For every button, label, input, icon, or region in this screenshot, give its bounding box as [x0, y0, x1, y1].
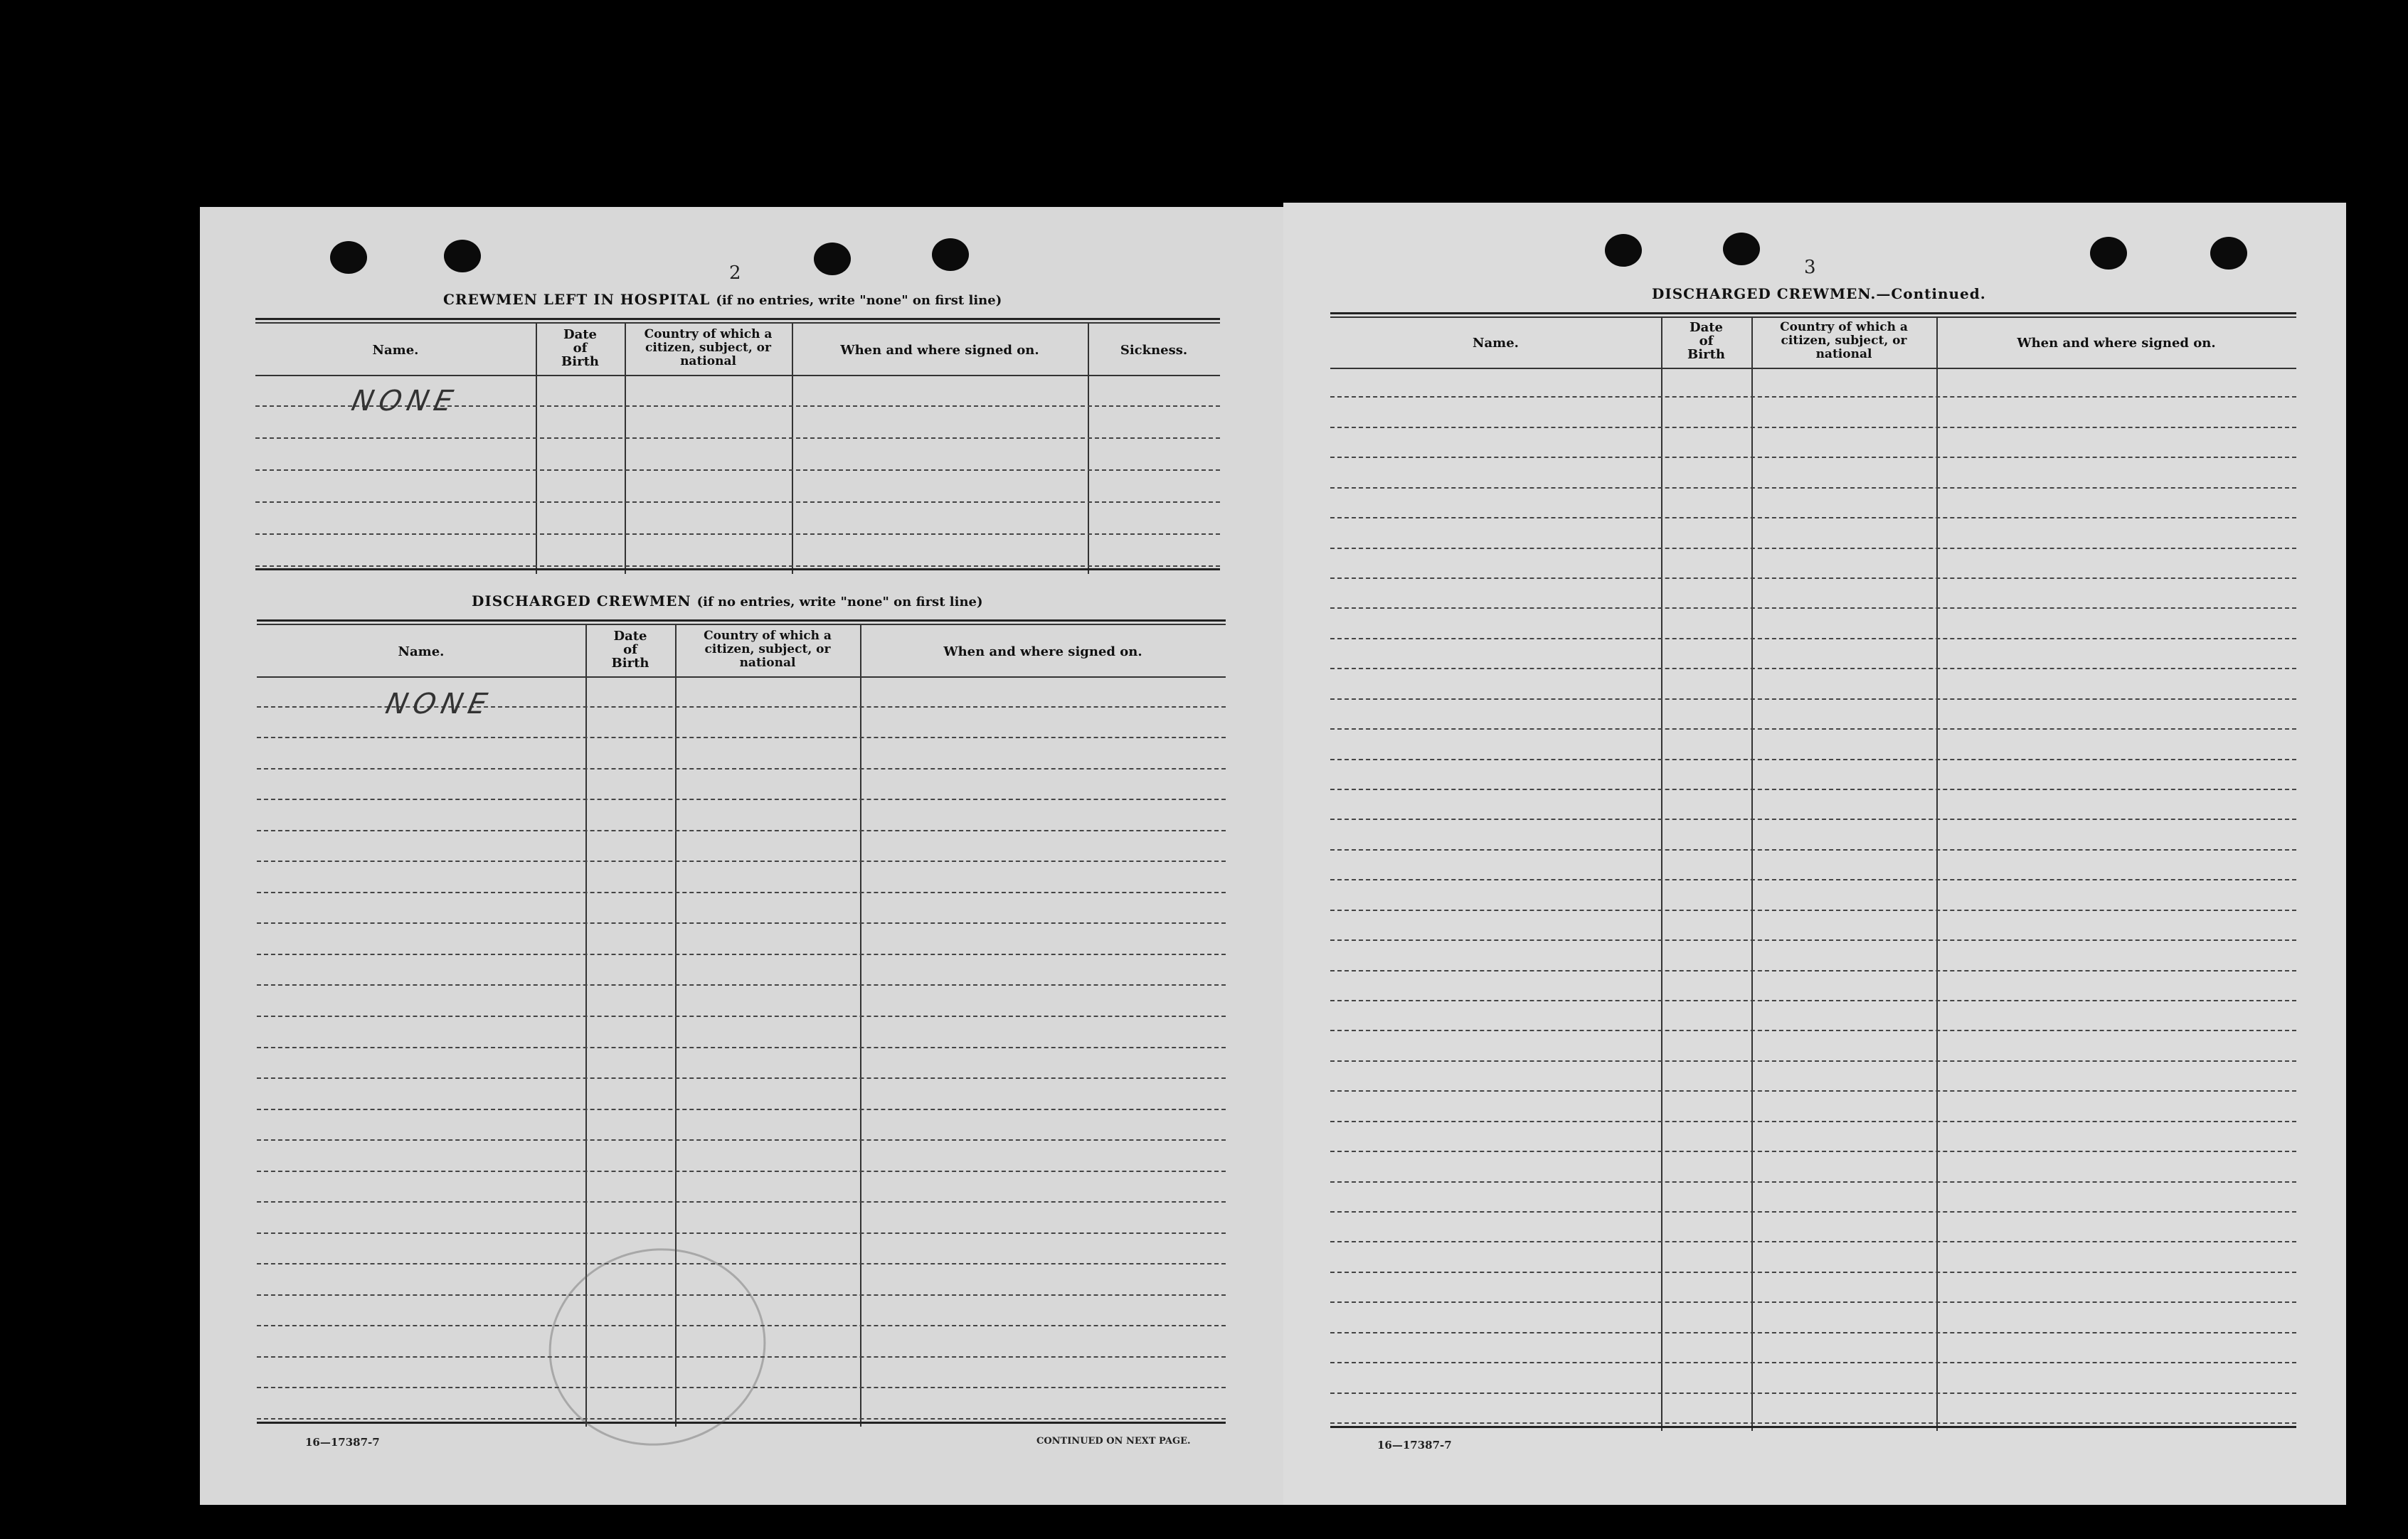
country-line: citizen, subject, or — [704, 642, 831, 656]
column-header-dob — [536, 328, 625, 368]
hospital-table — [255, 318, 1220, 574]
punch-hole — [444, 240, 481, 272]
table-bottom-rule — [1330, 1426, 2296, 1428]
country-line: Country of which a — [1780, 320, 1908, 334]
table-row-line — [1330, 698, 2296, 700]
table-row-line — [1330, 849, 2296, 851]
table-row-line — [1330, 638, 2296, 639]
discharged-continued-table — [1330, 312, 2296, 1431]
column-header-name: Name. — [1473, 336, 1519, 351]
country-line: citizen, subject, or — [1781, 334, 1907, 348]
table-row-line — [1330, 910, 2296, 911]
table-row-line — [255, 565, 1220, 567]
column-header-signed-on: When and where signed on. — [943, 644, 1142, 659]
table-row-line — [257, 1418, 1226, 1420]
column-header-name: Name. — [372, 343, 419, 358]
table-row-line — [1330, 1332, 2296, 1333]
table-row-line — [257, 830, 1226, 831]
table-row-line — [1330, 1060, 2296, 1062]
punch-hole — [1723, 233, 1760, 265]
continued-note: CONTINUED ON NEXT PAGE. — [1036, 1436, 1191, 1447]
form-number: 16—17387-7 — [305, 1436, 380, 1449]
table-row-line — [1330, 487, 2296, 489]
table-row-line — [257, 984, 1226, 986]
right-form-page — [1283, 203, 2346, 1505]
table-row-line — [257, 1263, 1226, 1264]
table-row-line — [257, 1016, 1226, 1017]
table-row-line — [1330, 427, 2296, 428]
table-row-line — [257, 1139, 1226, 1141]
dob-line: of — [573, 341, 588, 356]
table-row-line — [255, 437, 1220, 439]
table-row-line — [257, 892, 1226, 893]
table-row-line — [1330, 1211, 2296, 1213]
table-row-line — [1330, 970, 2296, 971]
table-row-line — [1330, 457, 2296, 458]
column-header-dob — [585, 629, 675, 670]
table-row-line — [1330, 396, 2296, 398]
table-row-line — [1330, 1090, 2296, 1092]
page-number: 2 — [729, 262, 741, 284]
table-top-rule — [255, 318, 1220, 320]
table-row-line — [257, 1109, 1226, 1110]
discharged-title-note: (if no entries, write "none" on first line) — [696, 595, 983, 609]
dob-line: of — [1699, 334, 1714, 348]
table-row-line — [257, 922, 1226, 924]
table-row-line — [255, 533, 1220, 535]
table-row-line — [257, 861, 1226, 862]
table-row-line — [1330, 879, 2296, 880]
page-number: 3 — [1804, 257, 1816, 278]
table-top-rule-thin — [255, 322, 1220, 324]
table-row-line — [257, 1047, 1226, 1048]
punch-hole — [932, 238, 969, 271]
table-row-line — [257, 1077, 1226, 1079]
dob-line: Birth — [561, 354, 599, 369]
column-header-country — [675, 629, 860, 670]
table-bottom-rule — [257, 1422, 1226, 1424]
punch-hole — [2210, 237, 2247, 270]
column-header-country — [1751, 321, 1936, 361]
table-top-rule-thin — [1330, 316, 2296, 318]
table-row-line — [257, 768, 1226, 770]
column-header-signed-on: When and where signed on. — [2017, 336, 2216, 351]
table-row-line — [1330, 517, 2296, 518]
left-form-page — [200, 207, 1283, 1505]
hospital-title-text: CREWMEN LEFT IN HOSPITAL — [443, 291, 711, 308]
country-line: national — [680, 354, 736, 368]
form-number: 16—17387-7 — [1377, 1439, 1452, 1452]
discharged-section-title — [472, 592, 983, 609]
table-row-line — [257, 737, 1226, 738]
table-row-line — [255, 469, 1220, 471]
punch-hole — [814, 243, 851, 275]
dob-line: Birth — [611, 656, 649, 671]
table-row-line — [257, 1171, 1226, 1172]
table-row-line — [257, 1201, 1226, 1203]
table-row-line — [1330, 728, 2296, 730]
table-top-rule — [257, 619, 1226, 622]
handwritten-entry: NONE — [383, 688, 496, 720]
table-row-line — [1330, 819, 2296, 820]
column-header-sickness: Sickness. — [1120, 343, 1188, 358]
table-row-line — [1330, 1422, 2296, 1424]
table-row-line — [1330, 939, 2296, 941]
dob-line: Birth — [1687, 347, 1725, 362]
dob-line: Date — [563, 327, 598, 342]
table-row-line — [257, 954, 1226, 955]
punch-hole — [330, 241, 367, 274]
dob-line: Date — [613, 629, 647, 644]
table-row-line — [1330, 759, 2296, 760]
table-row-line — [1330, 1181, 2296, 1183]
table-row-line — [257, 799, 1226, 800]
table-row-line — [255, 501, 1220, 503]
table-row-line — [1330, 1241, 2296, 1242]
table-row-line — [1330, 1362, 2296, 1363]
country-line: citizen, subject, or — [645, 341, 771, 355]
table-row-line — [1330, 607, 2296, 609]
table-row-line — [1330, 1392, 2296, 1394]
table-top-rule-thin — [257, 624, 1226, 625]
country-line: Country of which a — [704, 629, 832, 643]
table-row-line — [1330, 789, 2296, 790]
column-header-signed-on: When and where signed on. — [840, 343, 1039, 358]
table-row-line — [1330, 577, 2296, 579]
dob-line: Date — [1689, 320, 1724, 335]
country-line: national — [739, 656, 796, 670]
hospital-title-note: (if no entries, write "none" on first line) — [716, 293, 1002, 308]
handwritten-entry: NONE — [349, 385, 462, 417]
punch-hole — [1605, 234, 1642, 267]
country-line: Country of which a — [644, 327, 773, 341]
discharged-continued-title: DISCHARGED CREWMEN.—Continued. — [1652, 285, 1986, 302]
dob-line: of — [623, 642, 637, 657]
column-header-country — [625, 328, 792, 368]
punch-hole — [2090, 237, 2127, 270]
table-bottom-rule — [255, 568, 1220, 570]
discharged-title-text: DISCHARGED CREWMEN — [472, 592, 691, 609]
table-row-line — [1330, 1151, 2296, 1152]
country-line: national — [1815, 347, 1872, 361]
column-header-dob — [1661, 321, 1751, 361]
table-row-line — [1330, 1000, 2296, 1001]
table-row-line — [1330, 1030, 2296, 1031]
table-row-line — [1330, 548, 2296, 549]
table-top-rule — [1330, 312, 2296, 314]
table-row-line — [1330, 668, 2296, 669]
discharged-continued-rows — [1330, 368, 2296, 1424]
table-row-line — [1330, 1272, 2296, 1273]
table-row-line — [257, 1232, 1226, 1234]
table-row-line — [1330, 1121, 2296, 1122]
hospital-section-title — [443, 291, 1002, 308]
column-header-name: Name. — [398, 644, 445, 659]
table-row-line — [1330, 1301, 2296, 1303]
